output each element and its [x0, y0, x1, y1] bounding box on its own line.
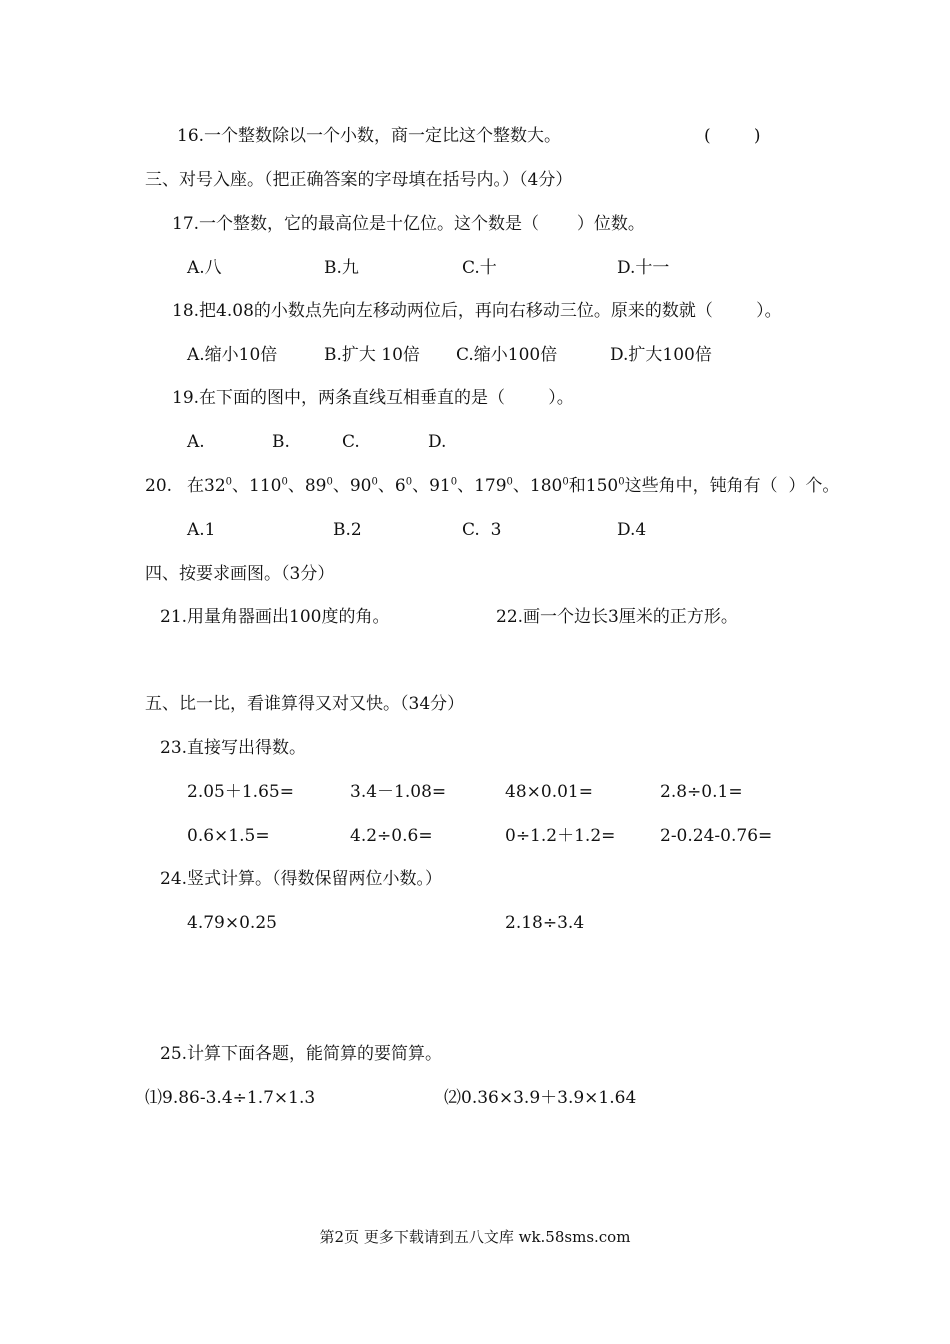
calc-item: 3.4－1.08=	[350, 782, 447, 802]
calc-item: 2.05＋1.65=	[187, 782, 294, 802]
question-20-tail: 这些角中，钝角有（ ）个。	[624, 476, 840, 496]
angle-value: 91	[429, 476, 451, 496]
angle-value: 32	[204, 476, 226, 496]
degree-superscript: 0	[326, 476, 333, 488]
angle	[350, 476, 378, 496]
simplify-item: ⑵0.36×3.9＋3.9×1.64	[444, 1088, 637, 1108]
separator: 、	[512, 476, 530, 496]
option-a: A.	[187, 432, 205, 452]
degree-superscript: 0	[405, 476, 413, 488]
option-b: B.扩大 10倍	[324, 345, 420, 365]
question-16-text: 16.一个整数除以一个小数，商一定比这个整数大。	[177, 126, 562, 146]
vertical-calc-item: 2.18÷3.4	[505, 913, 585, 933]
calc-item: 0÷1.2＋1.2=	[505, 826, 616, 846]
degree-superscript: 0	[281, 476, 288, 488]
angle	[586, 476, 625, 496]
angle	[530, 476, 569, 496]
question-22-text: 22.画一个边长3厘米的正方形。	[496, 607, 738, 627]
degree-superscript: 0	[562, 476, 569, 488]
option-a: A.1	[187, 520, 216, 540]
degree-superscript: 0	[618, 476, 625, 488]
calc-item: 2-0.24-0.76=	[660, 826, 773, 846]
calc-item: 4.2÷0.6=	[350, 826, 433, 846]
angle	[429, 476, 457, 496]
separator: 、	[377, 476, 395, 496]
vertical-calc-item: 4.79×0.25	[187, 913, 277, 933]
degree-superscript: 0	[371, 476, 378, 488]
separator: 、	[232, 476, 250, 496]
angle-value: 179	[474, 476, 507, 496]
question-23-text: 23.直接写出得数。	[160, 738, 307, 758]
calc-item: 48×0.01=	[505, 782, 593, 802]
option-d: D.	[428, 432, 447, 452]
answer-parentheses: ( )	[704, 126, 761, 146]
page-footer: 第2页 更多下载请到五八文库 wk.58sms.com	[319, 1228, 631, 1246]
separator: 、	[412, 476, 430, 496]
degree-superscript: 0	[506, 476, 513, 488]
question-20-intro: 在	[187, 476, 204, 496]
option-a: A.缩小10倍	[187, 345, 278, 365]
angle-list	[204, 476, 569, 496]
degree-superscript: 0	[225, 476, 233, 488]
question-18-text: 18.把4.08的小数点先向左移动两位后，再向右移动三位。原来的数就（ ）。	[172, 301, 782, 321]
question-19-text: 19.在下面的图中，两条直线互相垂直的是（ ）。	[172, 388, 574, 408]
section-5-heading: 五、比一比，看谁算得又对又快。（34分）	[145, 694, 465, 714]
angle-value: 110	[249, 476, 282, 496]
option-c: C.	[342, 432, 360, 452]
angle-value: 180	[529, 476, 563, 496]
option-d: D.扩大100倍	[610, 345, 712, 365]
angle	[305, 476, 333, 496]
calc-item: 2.8÷0.1=	[660, 782, 743, 802]
option-b: B.	[272, 432, 290, 452]
option-d: D.4	[617, 520, 647, 540]
calc-item: 0.6×1.5=	[187, 826, 270, 846]
angle-value: 90	[349, 476, 372, 496]
angle-value: 89	[304, 476, 327, 496]
angle	[474, 476, 513, 496]
option-a: A.八	[187, 258, 222, 278]
angle-value: 6	[394, 476, 406, 496]
separator: 、	[287, 476, 305, 496]
angle	[204, 476, 232, 496]
question-25-text: 25.计算下面各题，能简算的要简算。	[160, 1044, 443, 1064]
question-21-text: 21.用量角器画出100度的角。	[160, 607, 390, 627]
section-3-heading: 三、对号入座。（把正确答案的字母填在括号内。）（4分）	[145, 170, 573, 190]
section-4-heading: 四、按要求画图。（3分）	[145, 564, 335, 584]
option-d: D.十一	[617, 258, 670, 278]
angle	[249, 476, 288, 496]
question-24-text: 24.竖式计算。（得数保留两位小数。）	[160, 869, 443, 889]
option-c: C.缩小100倍	[456, 345, 558, 365]
option-b: B.九	[324, 258, 359, 278]
question-17-text: 17.一个整数，它的最高位是十亿位。这个数是（ ）位数。	[172, 214, 645, 234]
angle	[395, 476, 412, 496]
separator: 、	[332, 476, 350, 496]
separator: 、	[457, 476, 475, 496]
simplify-item: ⑴9.86-3.4÷1.7×1.3	[145, 1088, 316, 1108]
angle-value: 150	[585, 476, 619, 496]
option-c: C.十	[462, 258, 497, 278]
question-20-and: 和	[568, 476, 586, 496]
degree-superscript: 0	[450, 476, 458, 488]
question-20-number: 20.	[145, 476, 173, 496]
option-c: C. 3	[462, 520, 502, 540]
option-b: B.2	[333, 520, 362, 540]
question-20-text	[187, 474, 839, 498]
